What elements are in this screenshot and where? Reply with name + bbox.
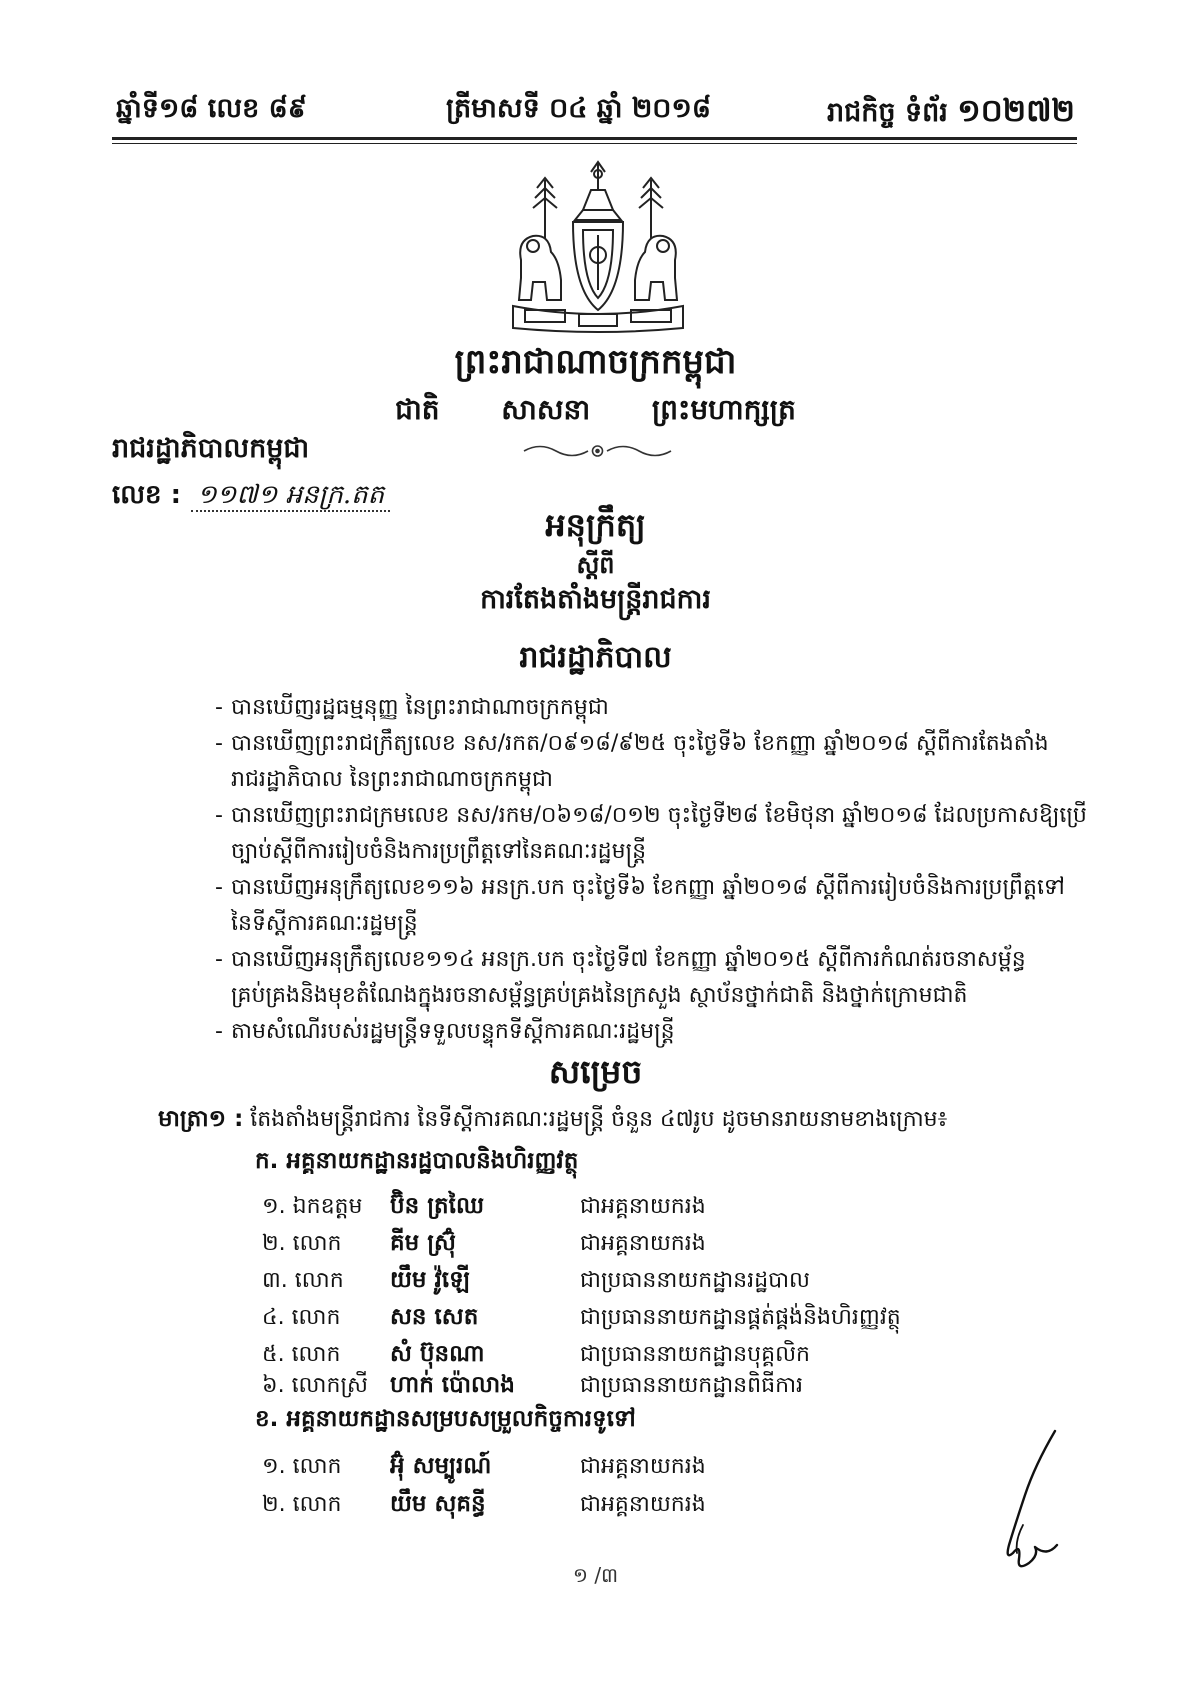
appointee-row bbox=[262, 1229, 1022, 1261]
appointee-row bbox=[262, 1266, 1022, 1298]
preamble-item: - បានឃើញរដ្ឋធម្មនុញ្ញ នៃព្រះរាជាណាចក្រកម្ពុជា bbox=[215, 690, 1075, 726]
appointee-name: ហាក់ ប៉ោលាង bbox=[390, 1372, 515, 1398]
appointee-row bbox=[262, 1490, 1022, 1522]
preamble-item: - បានឃើញអនុក្រឹត្យលេខ១១៦ អនក្រ.បក ចុះថ្ងៃទី៦ ខែកញ្ញា ឆ្នាំ២០១៨ ស្តីពីការរៀបចំនិងការប្រព្រឹត្តទៅ bbox=[215, 870, 1075, 906]
document-issuer: រាជរដ្ឋាភិបាល bbox=[519, 640, 672, 675]
appointee-title: ១. លោក bbox=[262, 1454, 342, 1479]
ornament-divider-icon bbox=[520, 440, 675, 462]
appointee-position: ជាអគ្គនាយករង bbox=[580, 1454, 706, 1479]
appointee-name: អ៊ុំ សម្បូរណ៍ bbox=[390, 1453, 492, 1479]
gazette-page-ref bbox=[827, 92, 1075, 137]
appointee-position: ជាប្រធាននាយកដ្ឋានផ្គត់ផ្គង់និងហិរញ្ញវត្ថុ bbox=[580, 1305, 901, 1330]
motto-nation: ជាតិ bbox=[395, 393, 440, 426]
document-about: ស្តីពី bbox=[576, 551, 615, 579]
document-subject: ការតែងតាំងមន្ត្រីរាជការ bbox=[480, 584, 711, 615]
header-rule-thin bbox=[112, 143, 1077, 144]
preamble-item: - បានឃើញអនុក្រឹត្យលេខ១១៤ អនក្រ.បក ចុះថ្ងៃទី៧ ខែកញ្ញា ឆ្នាំ២០១៥ ស្តីពីការកំណត់រចនាសម្ព័ន្ធ bbox=[215, 942, 1075, 978]
appointee-position: ជាប្រធាននាយកដ្ឋានពិធីការ bbox=[580, 1373, 804, 1398]
reference-label: លេខ : bbox=[112, 480, 181, 510]
preamble-item-continuation: នៃទីស្តីការគណៈរដ្ឋមន្ត្រី bbox=[231, 911, 418, 936]
section-heading-b: ខ. អគ្គនាយកដ្ឋានសម្របសម្រួលកិច្ចការទូទៅ bbox=[255, 1406, 636, 1432]
appointee-position: ជាប្រធាននាយកដ្ឋានបុគ្គលិក bbox=[580, 1342, 810, 1367]
decision-heading: សម្រេច bbox=[548, 1052, 643, 1091]
appointee-name: យឹម សុគន្ធី bbox=[390, 1491, 486, 1517]
article-text: តែងតាំងមន្ត្រីរាជការ នៃទីស្តីការគណៈរដ្ឋមន្ត្រី ចំនួន ៤៧រូប ដូចមានរាយនាមខាងក្រោម៖ bbox=[250, 1107, 948, 1132]
gazette-date: ត្រីមាសទី ០៤ ឆ្នាំ ២០១៨ bbox=[446, 93, 711, 124]
appointee-title: ៣. លោក bbox=[262, 1268, 344, 1293]
royal-emblem-icon bbox=[503, 160, 693, 335]
preamble-item-continuation: រាជរដ្ឋាភិបាល នៃព្រះរាជាណាចក្រកម្ពុជា bbox=[231, 767, 553, 792]
appointee-position: ជាអគ្គនាយករង bbox=[580, 1194, 706, 1219]
government-name: រាជរដ្ឋាភិបាលកម្ពុជា bbox=[112, 433, 310, 464]
article-label: មាត្រា១ : bbox=[158, 1106, 244, 1132]
gazette-page-number: ១០២៧២ bbox=[957, 93, 1075, 129]
appointee-row bbox=[262, 1340, 1022, 1372]
appointee-position: ជាអគ្គនាយករង bbox=[580, 1492, 706, 1517]
appointee-title: ២. លោក bbox=[262, 1231, 342, 1256]
appointee-title: ៦. លោកស្រី bbox=[262, 1373, 368, 1398]
appointee-position: ជាអគ្គនាយករង bbox=[580, 1231, 706, 1256]
preamble-item: - បានឃើញព្រះរាជក្រឹត្យលេខ នស/រកត/០៩១៨/៩២៥ ចុះថ្ងៃទី៦ ខែកញ្ញា ឆ្នាំ២០១៨ ស្តីពីការតែងតាំង bbox=[215, 726, 1075, 762]
appointee-title: ១. ឯកឧត្តម bbox=[262, 1194, 363, 1219]
appointee-title: ៥. លោក bbox=[262, 1342, 341, 1367]
appointee-name: ប៊ិន ត្រឈៃ bbox=[390, 1193, 485, 1219]
appointee-name: គីម ស៊្រុំ bbox=[390, 1230, 456, 1256]
preamble-item: - តាមសំណើរបស់រដ្ឋមន្ត្រីទទួលបន្ទុកទីស្តីការគណៈរដ្ឋមន្ត្រី bbox=[215, 1014, 1075, 1050]
section-heading-a: ក. អគ្គនាយកដ្ឋានរដ្ឋបាលនិងហិរញ្ញវត្ថុ bbox=[255, 1148, 579, 1174]
appointee-row bbox=[262, 1303, 1022, 1335]
preamble-item: - បានឃើញព្រះរាជក្រមលេខ នស/រកម/០៦១៨/០១២ ចុះថ្ងៃទី២៨ ខែមិថុនា ឆ្នាំ២០១៨ ដែលប្រកាសឱ្យប្រើ bbox=[215, 798, 1075, 834]
preamble-item-continuation: ច្បាប់ស្តីពីការរៀបចំនិងការប្រព្រឹត្តទៅនៃគណៈរដ្ឋមន្ត្រី bbox=[231, 839, 647, 864]
document-type: អនុក្រឹត្យ bbox=[545, 506, 646, 544]
appointee-title: ២. លោក bbox=[262, 1492, 342, 1517]
appointee-name: សន សេត bbox=[390, 1304, 479, 1330]
appointee-row bbox=[262, 1192, 1022, 1224]
header-rule bbox=[112, 137, 1077, 140]
motto-king: ព្រះមហាក្សត្រ bbox=[651, 393, 796, 426]
signature-mark-icon bbox=[995, 1425, 1070, 1575]
appointee-name: សំ ប៊ុនណា bbox=[390, 1341, 485, 1367]
appointee-row bbox=[262, 1452, 1022, 1484]
kingdom-title: ព្រះរាជាណាចក្រកម្ពុជា bbox=[454, 342, 737, 382]
appointee-title: ៤. លោក bbox=[262, 1305, 341, 1330]
national-motto bbox=[0, 392, 1191, 433]
page-footer-number: ១ /៣ bbox=[572, 1563, 619, 1587]
gazette-year-issue: ឆ្នាំទី១៨ លេខ ៨៩ bbox=[116, 93, 307, 124]
preamble-list bbox=[215, 690, 1087, 1050]
appointee-position: ជាប្រធាននាយកដ្ឋានរដ្ឋបាល bbox=[580, 1268, 810, 1293]
appointee-name: យឹម វ៉ូឡើ bbox=[390, 1267, 470, 1293]
article-1 bbox=[158, 1105, 947, 1138]
preamble-item-continuation: គ្រប់គ្រងនិងមុខតំណែងក្នុងរចនាសម្ព័ន្ធគ្រប់គ្រងនៃក្រសួង ស្ថាប័នថ្នាក់ជាតិ និងថ្នាក់ក្រោមជាតិ bbox=[231, 983, 968, 1008]
reference-value: ១១៧១ អនក្រ.តត bbox=[191, 480, 390, 512]
appointee-row bbox=[262, 1371, 1022, 1403]
gazette-page-label: រាជកិច្ច ទំព័រ bbox=[827, 97, 948, 128]
motto-religion: សាសនា bbox=[501, 393, 591, 426]
